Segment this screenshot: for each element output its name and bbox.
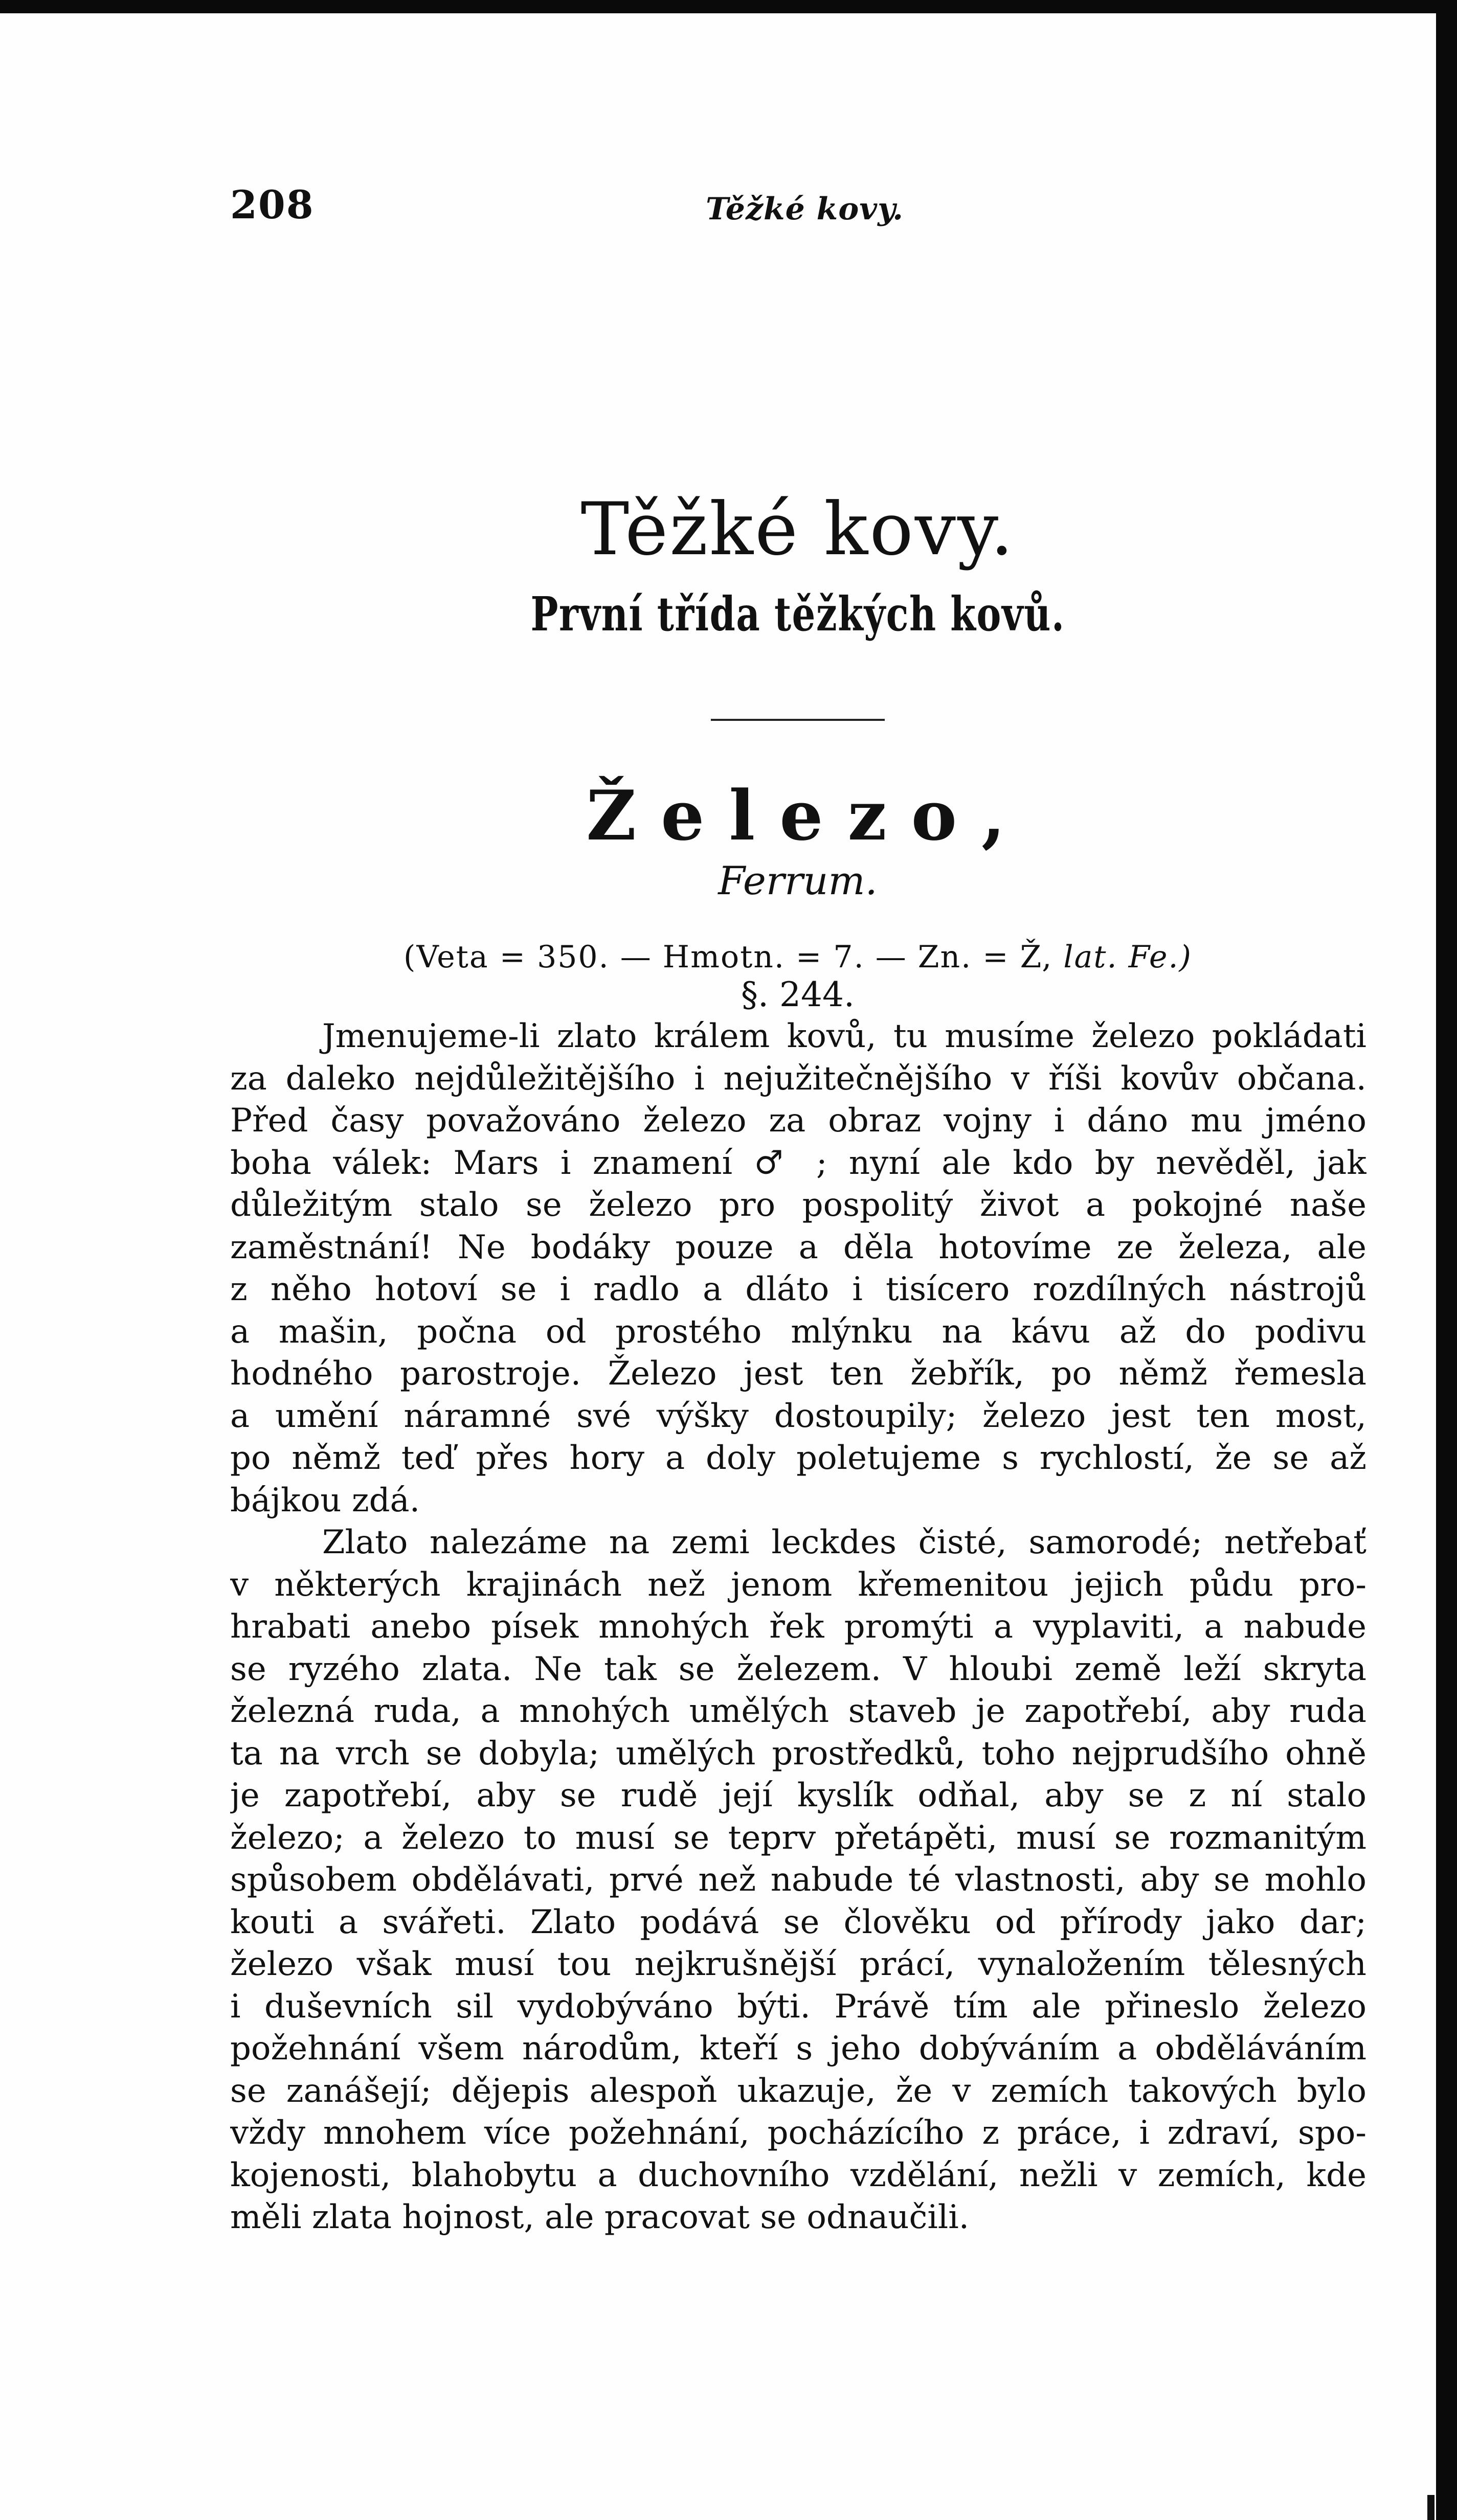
text-line: z něho hotoví se i radlo a dláto i tisícero rozdílných nástrojů (230, 1270, 1366, 1308)
chapter-title: Těžké kovy. (580, 487, 1015, 572)
text-line: železo; a železo to musí se teprv přetápěti, musí se rozmanitým (230, 1819, 1366, 1857)
chapter-subtitle: První třída těžkých kovů. (530, 586, 1065, 642)
text-line: Zlato nalezáme na zemi leckdes čisté, samorodé; netřebať (322, 1524, 1366, 1561)
text-line: železo však musí tou nejkrušnější prácí, vynaložením tělesných (230, 1945, 1366, 1983)
text-line: bájkou zdá. (230, 1481, 420, 1519)
book-page (0, 13, 1436, 2520)
text-line: zaměstnání! Ne bodáky pouze a děla hotovíme ze železa, ale (230, 1228, 1366, 1266)
text-line: Jmenujeme-li zlato králem kovů, tu musíme železo pokládati (322, 1017, 1366, 1055)
element-data-line (230, 937, 1365, 978)
text-line: spůsobem obdělávati, prvé než nabude té vlastnosti, aby se mohlo (230, 1861, 1366, 1899)
text-line: je zapotřebí, aby se rudě její kyslík odňal, aby se z ní stalo (230, 1777, 1366, 1814)
text-line: měli zlata hojnost, ale pracovat se odnaučili. (230, 2198, 970, 2236)
text-line: a umění náramné své výšky dostoupily; železo jest ten most, (230, 1397, 1366, 1435)
paragraph (230, 1522, 1366, 2239)
body-text (230, 1015, 1366, 2239)
title-divider (711, 719, 885, 721)
text-line: důležitým stalo se železo pro pospolitý život a pokojné naše (230, 1186, 1366, 1224)
text-line: hodného parostroje. Železo jest ten žebřík, po němž řemesla (230, 1355, 1366, 1393)
element-data-values: (Veta = 350. — Hmotn. = 7. — Zn. = Ž, (404, 939, 1053, 975)
element-data-latin-symbol: lat. Fe.) (1063, 939, 1192, 975)
page-header (0, 182, 1436, 243)
text-line: boha válek: Mars i znamení ♂ ; nyní ale kdo by nevěděl, jak (230, 1144, 1366, 1182)
text-line: kojenosti, blahobytu a duchovního vzdělání, nežli v zemích, kde (230, 2156, 1366, 2194)
text-line: kouti a svářeti. Zlato podává se člověku od přírody jako dar; (230, 1903, 1366, 1941)
paragraph (230, 1015, 1366, 1522)
text-line: v některých krajinách než jenom křemenitou jejich půdu pro- (230, 1565, 1366, 1604)
element-name: Železo, (586, 775, 1030, 856)
text-line: ta na vrch se dobyla; umělých prostředků, toho nejprudšího ohně (230, 1734, 1366, 1773)
text-line: a mašin, počna od prostého mlýnku na kávu až do podivu (230, 1312, 1366, 1351)
text-line: se ryzého zlata. Ne tak se železem. V hloubi země leží skryta (230, 1650, 1366, 1688)
text-line: za daleko nejdůležitějšího i nejužitečnějšího v říši kovův občana. (230, 1059, 1366, 1098)
text-line: požehnání všem národům, kteří s jeho dobýváním a obděláváním (230, 2030, 1366, 2068)
text-line: se zanášejí; dějepis alespoň ukazuje, že v zemích takových bylo (230, 2072, 1366, 2110)
running-head: Těžké kovy. (706, 191, 904, 227)
text-line: hrabati anebo písek mnohých řek promýti a vyplaviti, a nabude (230, 1608, 1366, 1646)
scan-border-right (1436, 0, 1457, 2520)
section-number: §. 244. (741, 975, 855, 1014)
element-latin-name: Ferrum. (718, 858, 878, 903)
chapter-title-block (230, 489, 1365, 978)
text-line: Před časy považováno železo za obraz vojny i dáno mu jméno (230, 1102, 1366, 1140)
text-line: železná ruda, a mnohých umělých staveb je zapotřebí, aby ruda (230, 1692, 1366, 1730)
page-number: 208 (230, 182, 315, 228)
text-line: po němž teď přes hory a doly poletujeme s rychlostí, že se až (230, 1439, 1366, 1477)
scan-border-top (0, 0, 1457, 13)
scan-edge-mark (1427, 2495, 1434, 2520)
text-line: vždy mnohem více požehnání, pocházícího z práce, i zdraví, spo- (230, 2114, 1366, 2152)
text-line: i duševních sil vydobýváno býti. Právě tím ale přineslo železo (230, 1987, 1366, 2026)
